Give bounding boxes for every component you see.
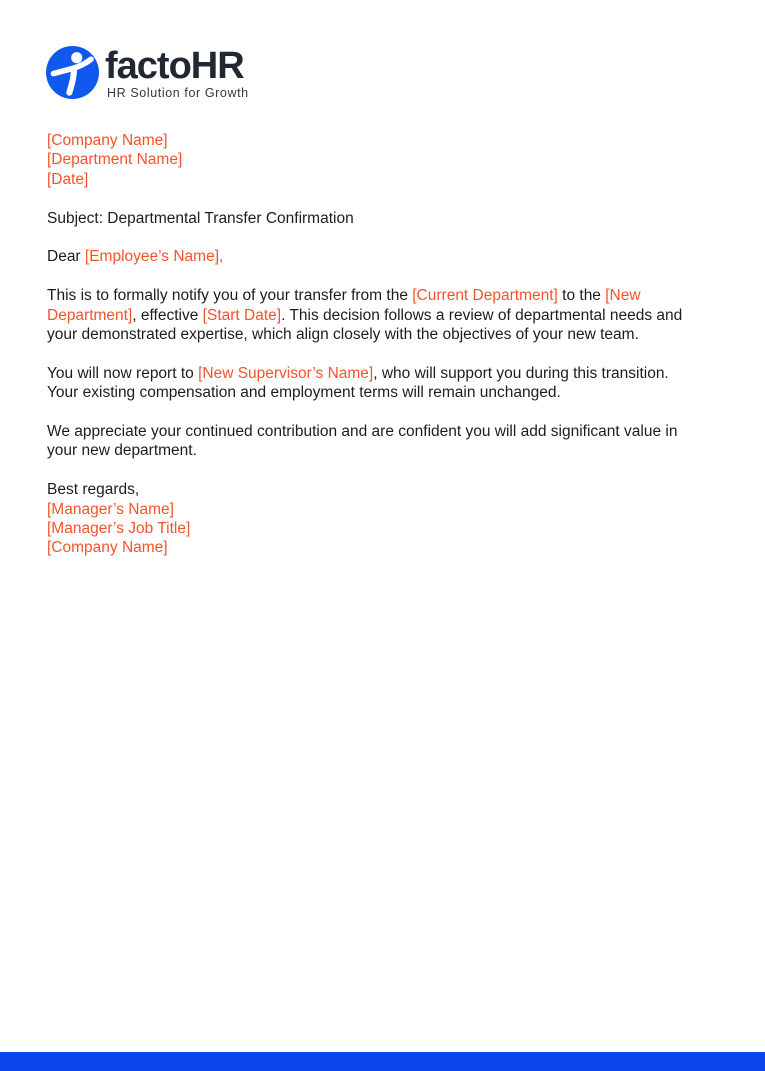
letter-text: Your existing compensation and employment terms will remain unchanged. [47, 384, 561, 402]
letter-line [47, 286, 719, 305]
letter-line [47, 170, 719, 189]
letter-text: your demonstrated expertise, which align closely with the objectives of your new team. [47, 326, 639, 344]
letter-text: to the [557, 287, 606, 305]
letter-text: Dear [47, 248, 85, 266]
placeholder-text: [Manager’s Job Title] [47, 520, 191, 538]
letter-line [47, 325, 719, 344]
paragraph-1 [47, 286, 719, 344]
placeholder-text: [Date] [47, 170, 89, 188]
letter-line [47, 538, 719, 557]
letter-text: . This decision follows a review of departmental needs and [281, 306, 683, 324]
letter-text: Best regards, [47, 481, 140, 499]
letter-line [47, 422, 719, 441]
placeholder-text: [New [605, 287, 641, 305]
logo-tagline: HR Solution for Growth [107, 86, 249, 100]
paragraph-3 [47, 422, 719, 461]
salutation-line [47, 247, 719, 266]
letter-text: This is to formally notify you of your transfer from the [47, 287, 413, 305]
footer-accent-bar [0, 1052, 765, 1071]
subject-line [47, 209, 719, 228]
letter-line [47, 441, 719, 460]
placeholder-text: [Employee’s Name], [84, 248, 224, 266]
placeholder-text: [Manager’s Name] [47, 500, 174, 518]
letter-line [47, 306, 719, 325]
letter-text: your new department. [47, 442, 197, 460]
factohr-logo [46, 46, 249, 100]
placeholder-text: Department] [47, 306, 133, 324]
paragraph-2 [47, 364, 719, 403]
letter-line [47, 209, 719, 228]
letter-line [47, 131, 719, 150]
letter-text: Subject: Departmental Transfer Confirmation [47, 209, 354, 227]
letter-line [47, 500, 719, 519]
letter-text: , effective [132, 306, 203, 324]
letter-body [47, 131, 719, 558]
letter-text: You will now report to [47, 364, 199, 382]
letter-line [47, 519, 719, 538]
placeholder-text: [New Supervisor’s Name] [198, 364, 374, 382]
placeholder-text: [Current Department] [412, 287, 558, 305]
signature-block [47, 480, 719, 558]
letter-line [47, 364, 719, 383]
letter-text: , who will support you during this transition. [373, 364, 669, 382]
recipient-block [47, 131, 719, 189]
letter-line [47, 150, 719, 169]
letter-line [47, 383, 719, 402]
placeholder-text: [Company Name] [47, 132, 168, 149]
logo-brand-name: factoHR [105, 45, 244, 87]
placeholder-text: [Company Name] [47, 539, 168, 557]
placeholder-text: [Start Date] [202, 306, 282, 324]
factohr-person-icon [46, 46, 99, 99]
placeholder-text: [Department Name] [47, 151, 183, 169]
letter-line [47, 247, 719, 266]
letter-line [47, 480, 719, 499]
letter-text: We appreciate your continued contribution and are confident you will add significant value in [47, 423, 678, 441]
logo-text [105, 46, 249, 100]
